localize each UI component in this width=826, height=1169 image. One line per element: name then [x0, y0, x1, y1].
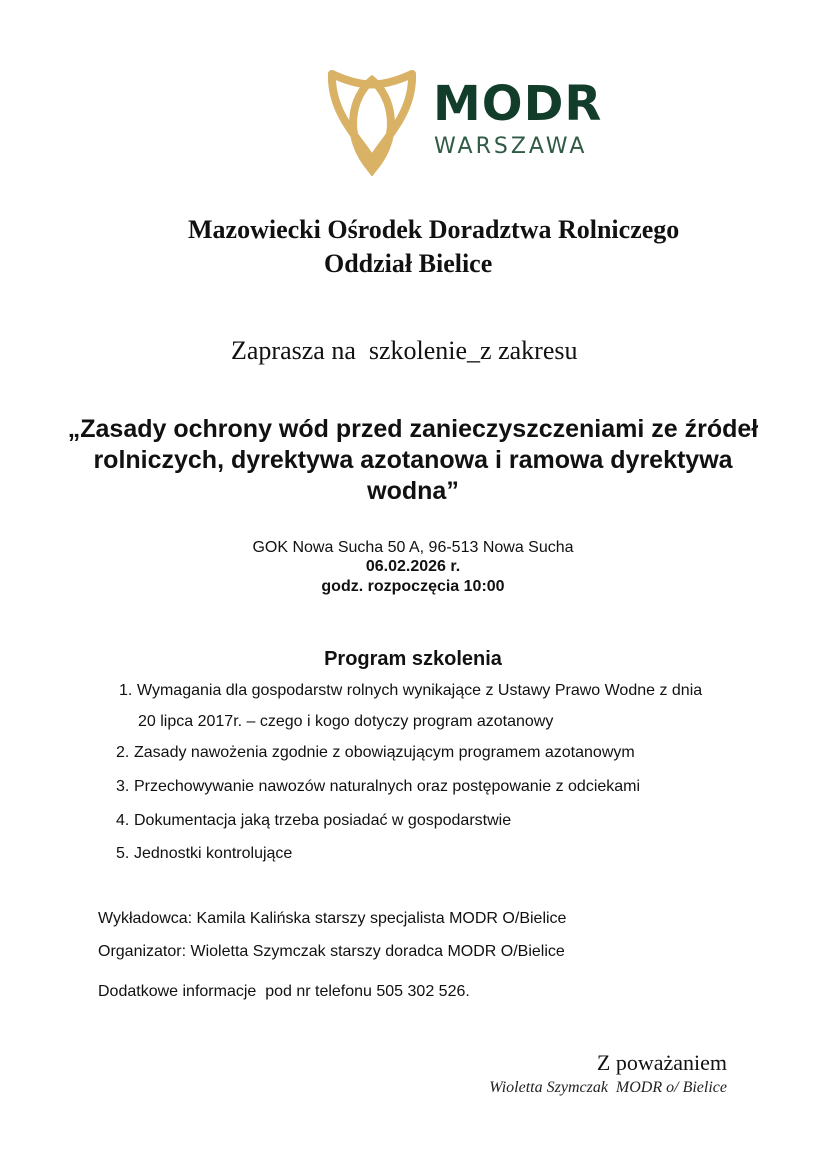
program-item-5-number: 5.	[116, 845, 130, 862]
program-item-4-number: 4.	[116, 812, 130, 829]
contact-info: Dodatkowe informacje pod nr telefonu 505 302 526.	[98, 983, 470, 1000]
program-title: Program szkolenia	[324, 648, 502, 670]
logo-city: WARSZAWA	[434, 134, 588, 159]
event-date: 06.02.2026 r.	[365, 558, 461, 575]
triquetra-icon	[322, 66, 422, 176]
event-location: GOK Nowa Sucha 50 A, 96-513 Nowa Sucha	[252, 539, 574, 556]
lecturer-info: Wykładowca: Kamila Kalińska starszy specjalista MODR O/Bielice	[98, 910, 567, 927]
program-item-3-text: Przechowywanie nawozów naturalnych oraz postępowanie z odciekami	[134, 778, 641, 795]
program-item-2-number: 2.	[116, 744, 130, 761]
program-item-3-number: 3.	[116, 778, 130, 795]
invite-line: Zaprasza na szkolenie_z zakresu	[231, 336, 578, 365]
program-item-5-text: Jednostki kontrolujące	[134, 845, 293, 862]
program-item-1-number: 1.	[119, 682, 133, 699]
organizer-info: Organizator: Wioletta Szymczak starszy doradca MODR O/Bielice	[98, 943, 565, 960]
event-start-time: godz. rozpoczęcia 10:00	[321, 578, 505, 595]
program-item-1-text: Wymagania dla gospodarstw rolnych wynikające z Ustawy Prawo Wodne z dnia	[137, 682, 703, 699]
training-topic: „Zasady ochrony wód przed zanieczyszczeniami ze źródeł rolniczych, dyrektywa azotanowa i ramowa dyrektywa wodna”	[67, 415, 759, 505]
branch-name: Oddział Bielice	[324, 249, 493, 278]
program-item-2-text: Zasady nawożenia zgodnie z obowiązującym programem azotanowym	[134, 744, 635, 761]
program-item-1-text-continued: 20 lipca 2017r. – czego i kogo dotyczy program azotanowy	[138, 713, 554, 730]
org-name: Mazowiecki Ośrodek Doradztwa Rolniczego	[188, 215, 680, 244]
logo-wordmark: MODR	[433, 76, 603, 132]
program-item-4-text: Dokumentacja jaką trzeba posiadać w gospodarstwie	[134, 812, 512, 829]
closing-regards: Z poważaniem	[596, 1050, 727, 1075]
signature: Wioletta Szymczak MODR o/ Bielice	[489, 1079, 727, 1096]
